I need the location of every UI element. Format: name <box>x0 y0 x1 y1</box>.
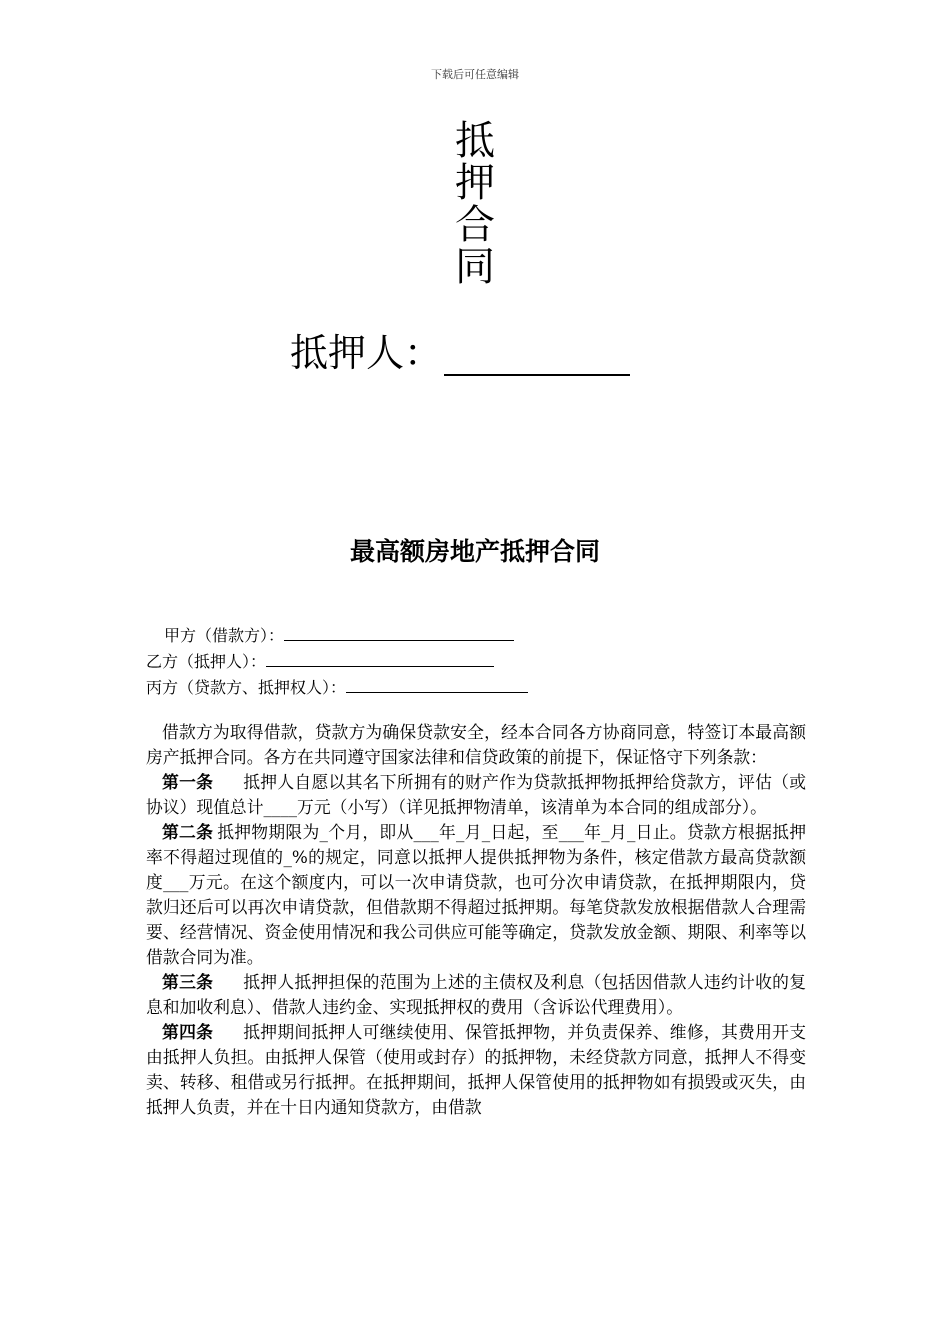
article-1-number: 第一条 <box>162 772 214 792</box>
parties-block <box>146 622 806 700</box>
article-2-text: 抵押物期限为_个月，即从___年_月_日起，至___年_月_日止。贷款方根据抵押率不得超过现值的_%的规定，同意以抵押人提供抵押物为条件，核定借款方最高贷款额度___万元。在这个额度内，可以一次申请贷款，也可分次申请贷款，在抵押期限内，贷款归还后可以再次申请贷款，但借款期不得超过抵押期。每笔贷款发放根据借款人合理需要、经营情况、资金使用情况和我公司供应可能等确定，贷款发放金额、期限、利率等以借款合同为准。 <box>146 822 806 967</box>
cover-title-char: 押 <box>455 160 495 206</box>
party-borrower-blank <box>284 622 514 641</box>
party-borrower-label: 甲方（借款方）： <box>164 626 285 645</box>
cover-title-char: 同 <box>455 244 495 290</box>
party-mortgagor-label: 乙方（抵押人）： <box>146 652 267 671</box>
article-2-number: 第二条 <box>162 822 214 842</box>
cover-title-char: 抵 <box>455 118 495 164</box>
party-lender-label: 丙方（贷款方、抵押权人）： <box>146 678 347 697</box>
party-mortgagor <box>146 648 806 674</box>
article-2 <box>146 820 806 970</box>
article-3 <box>146 970 806 1020</box>
party-mortgagor-blank <box>266 648 494 667</box>
article-1 <box>146 770 806 820</box>
article-4 <box>146 1020 806 1120</box>
cover-title <box>452 120 498 288</box>
contract-body <box>146 720 806 1120</box>
party-borrower <box>146 622 806 648</box>
article-4-number: 第四条 <box>162 1022 214 1042</box>
cover-mortgagor-blank <box>444 336 630 376</box>
intro-paragraph: 借款方为取得借款，贷款方为确保贷款安全，经本合同各方协商同意，特签订本最高额房产抵押合同。各方在共同遵守国家法律和信贷政策的前提下，保证恪守下列条款： <box>146 722 806 767</box>
party-lender-blank <box>346 674 528 693</box>
article-1-text: 抵押人自愿以其名下所拥有的财产作为贷款抵押物抵押给贷款方，评估（或协议）现值总计____万元（小写）（详见抵押物清单，该清单为本合同的组成部分）。 <box>146 772 806 817</box>
cover-mortgagor-label: 抵押人： <box>290 331 443 375</box>
page-header-note: 下载后可任意编辑 <box>431 68 519 81</box>
article-3-number: 第三条 <box>162 972 214 992</box>
party-lender <box>146 674 806 700</box>
cover-mortgagor-line <box>290 330 630 376</box>
article-4-text: 抵押期间抵押人可继续使用、保管抵押物，并负责保养、维修，其费用开支由抵押人负担。由抵押人保管（使用或封存）的抵押物，未经贷款方同意，抵押人不得变卖、转移、租借或另行抵押。在抵押期间，抵押人保管使用的抵押物如有损毁或灭失，由抵押人负责，并在十日内通知贷款方，由借款 <box>146 1022 806 1117</box>
article-3-text: 抵押人抵押担保的范围为上述的主债权及利息（包括因借款人违约计收的复息和加收利息）、借款人违约金、实现抵押权的费用（含诉讼代理费用）。 <box>146 972 806 1017</box>
document-title: 最高额房地产抵押合同 <box>349 537 600 566</box>
cover-title-char: 合 <box>455 202 495 248</box>
